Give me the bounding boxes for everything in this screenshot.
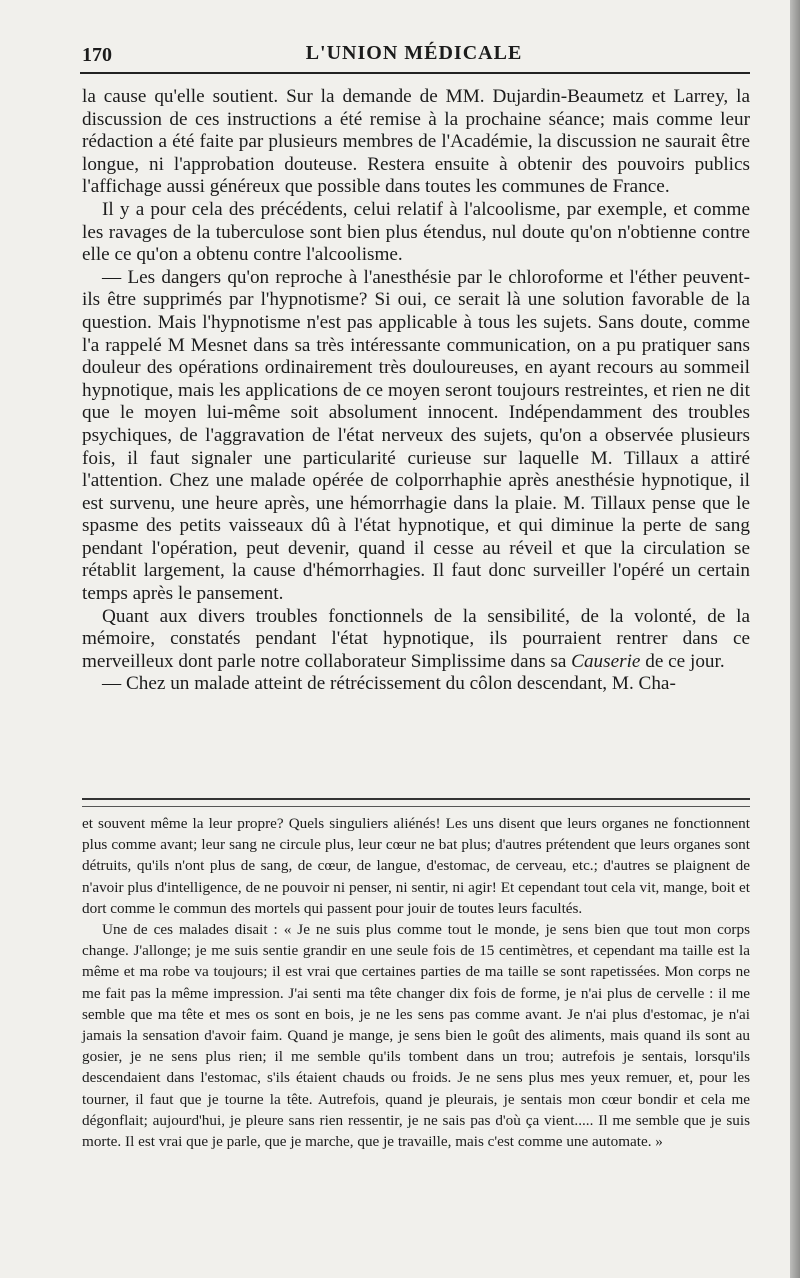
page-number: 170 <box>82 44 112 66</box>
main-paragraph: Il y a pour cela des précédents, celui relatif à l'alcoolisme, par exemple, et comme les ravages de la tuberculose sont bien plus étendus, nul doute qu'on n'obtienne contre elle ce qu'on a obtenu contre l'alcoolisme. <box>82 198 750 266</box>
page-edge <box>790 0 800 1278</box>
footnote-separator <box>82 798 750 807</box>
main-paragraph: — Les dangers qu'on reproche à l'anesthésie par le chloroforme et l'éther peuvent-ils être supprimés par l'hypnotisme? Si oui, ce serait là une solution favorable de la question. Mais l'hypnotisme n'est pas applicable à tous les sujets. Sans doute, comme l'a rappelé M Mesnet dans sa très intéressante communication, on a pu pratiquer sans douleur des opérations ordinairement très douloureuses, en ayant recours au sommeil hypnotique, mais les applications de ce moyen seront toujours restreintes, et rien ne dit que le moyen lui-même soit absolument innocent. Indépendamment des troubles psychiques, de l'aggravation de l'état nerveux des sujets, qu'on a observée plusieurs fois, il faut signaler une particularité curieuse sur laquelle M. Tillaux a attiré l'attention. Chez une malade opérée de colporrhaphie après anesthésie hypnotique, il est survenu, une heure après, une hémorrhagie dans la plaie. M. Tillaux pense que le spasme des petits vaisseaux dû à l'état hypnotique, et qui diminue la perte de sang pendant l'opération, peut devenir, quand il cesse au réveil et que la circulation se rétablit largement, la cause d'hémorrhagies. Il faut donc surveiller l'opéré un certain temps après le pansement. <box>82 266 750 605</box>
main-paragraph: la cause qu'elle soutient. Sur la demande de MM. Dujardin-Beaumetz et Larrey, la discussion de ces instructions a été remise à la prochaine séance; mais comme leur rédaction a été faite par plusieurs membres de l'Académie, la discussion ne saurait être longue, ni l'approbation douteuse. Restera ensuite à obtenir des pouvoirs publics l'affichage aussi généreux que possible dans toutes les communes de France. <box>82 86 750 198</box>
running-title: L'UNION MÉDICALE <box>305 42 523 64</box>
main-text <box>82 86 750 696</box>
footnote-paragraph: Une de ces malades disait : « Je ne suis plus comme tout le monde, je sens bien que tout mon corps change. J'allonge; je me suis sentie grandir en une seule fois de 15 centimètres, et cependant ma taille est la même et ma robe va toujours; il est vrai que certaines parties de ma taille se sont rapetissées. Mon corps ne me fait pas la même impression. J'ai senti ma tête changer dix fois de forme, je n'ai plus de cervelle : il me semble que ma tête et mes os sont en bois, je ne les sens pas comme avant. Je n'ai plus d'estomac, je n'ai jamais la sensation d'avoir faim. Quand je mange, je sens bien le goût des aliments, mais quand ils sont au gosier, je ne sens plus rien; il me semble qu'ils tombent dans un trou; autrefois je sentais, lorsqu'ils descendaient dans l'estomac, s'ils étaient chauds ou froids. Je ne sens plus mes yeux remuer, et, pour les tourner, il faut que je tourne la tête. Autrefois, quand je pleurais, je sentais mon cœur bondir et cela me dégonflait; aujourd'hui, je pleure sans rien ressentir, je ne sais pas d'où ça vient..... Il me semble que je suis morte. Il est vrai que je parle, que je marche, que je travaille, mais c'est comme une automate. » <box>82 921 750 1151</box>
paragraph-text: Quant aux divers troubles fonctionnels de la sensibilité, de la volonté, de la mémoire, constatés pendant l'état hypnotique, ils pourraient rentrer dans ce merveilleux dont parle notre collaborateur Simplissime dans sa <box>82 605 750 672</box>
page-header <box>78 36 750 70</box>
main-paragraph: — Chez un malade atteint de rétrécissement du côlon descendant, M. Cha- <box>102 673 676 695</box>
main-paragraph <box>82 606 750 674</box>
paragraph-text-end: de ce jour. <box>640 650 725 672</box>
header-rule <box>80 72 750 74</box>
footnote-paragraph: et souvent même la leur propre? Quels singuliers aliénés! Les uns disent que leurs organes ne fonctionnent plus comme avant; leur sang ne circule plus, leur cœur ne bat plus; d'autres prétendent que leurs organes sont détruits, qu'ils n'ont plus de sang, de cœur, de langue, d'estomac, de cerveau, etc.; d'autres se plaignent de n'avoir plus d'intelligence, de ne pouvoir ni penser, ni sentir, ni agir! Et cependant tout cela vit, mange, boit et dort comme le commun des mortels qui passent pour jouir de toutes leurs facultés. <box>82 815 750 917</box>
italic-term: Causerie <box>571 650 641 672</box>
footnote-text <box>82 813 750 1152</box>
